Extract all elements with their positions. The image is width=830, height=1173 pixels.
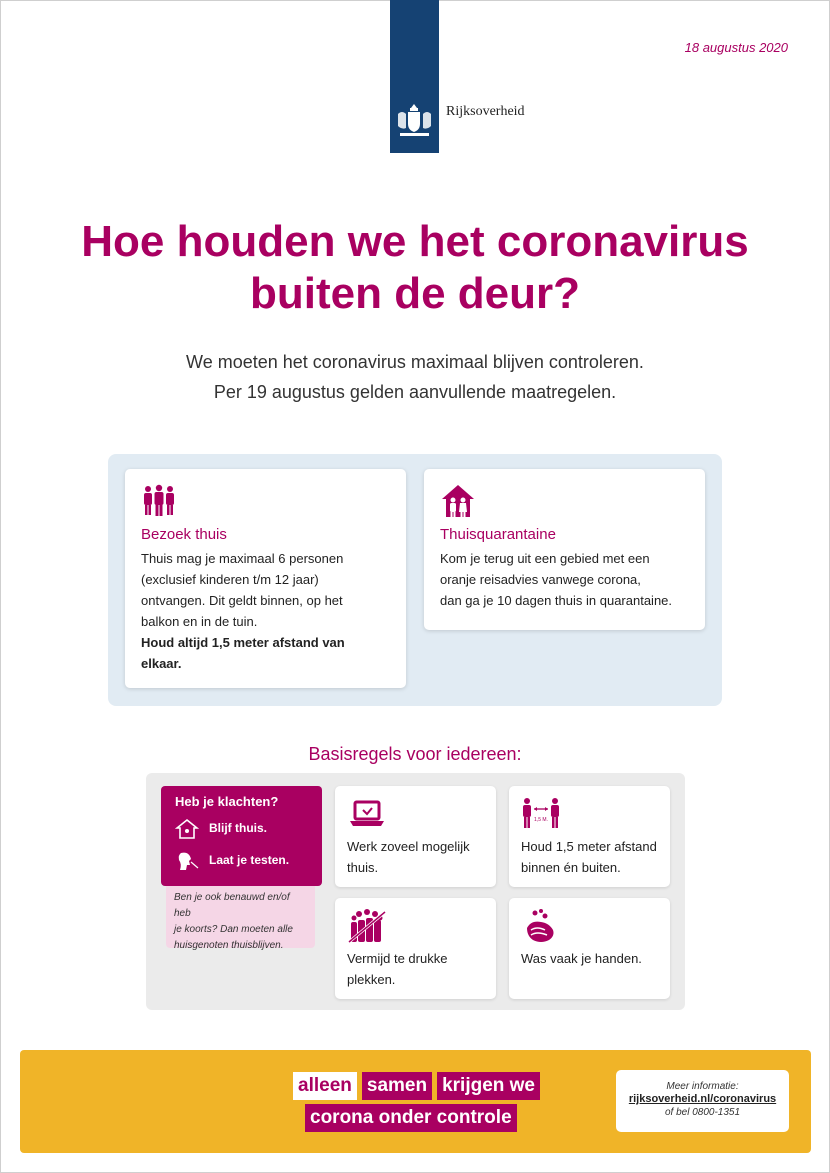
complaints-note (166, 886, 315, 951)
house-family-icon (440, 483, 476, 519)
complaints-box (161, 786, 322, 886)
crest-icon (392, 100, 437, 140)
complaints-title: Heb je klachten? (175, 794, 279, 809)
slogan-word-alleen: alleen (293, 1072, 357, 1100)
visit-line-3: ontvangen. Dit geldt binnen, op het (141, 593, 343, 608)
info-url-link[interactable]: rijksoverheid.nl/coronavirus (628, 1093, 777, 1105)
quarantine-line-2: oranje reisadvies vanwege corona, (440, 572, 641, 587)
info-box (616, 1070, 789, 1132)
people-group-icon (141, 483, 177, 519)
distance-line-1: Houd 1,5 meter afstand (521, 839, 657, 854)
work-home-text (347, 836, 492, 878)
crowds-text (347, 948, 492, 990)
hand-wash-icon (521, 908, 561, 944)
visit-text (141, 548, 396, 674)
visit-line-4: balkon en in de tuin. (141, 614, 258, 629)
brand-name: Rijksoverheid (446, 104, 525, 119)
crowd-icon (347, 908, 387, 944)
slogan-word-samen: samen (362, 1072, 432, 1100)
quarantine-line-3: dan ga je 10 dagen thuis in quarantaine. (440, 593, 673, 608)
distance-tile (509, 786, 670, 887)
distance-icon (521, 796, 561, 832)
stay-home-label: Blijf thuis. (209, 821, 267, 836)
work-home-line-2: thuis. (347, 860, 379, 875)
quarantine-title: Thuisquarantaine (440, 526, 556, 543)
slogan-word-krijgen: krijgen we (437, 1072, 540, 1100)
visit-line-2: (exclusief kinderen t/m 12 jaar) (141, 572, 319, 587)
complaints-note-1: Ben je ook benauwd en/of heb (174, 892, 290, 919)
page-title (40, 216, 790, 320)
crowds-tile (335, 898, 496, 999)
quarantine-line-1: Kom je terug uit een gebied met een (440, 551, 650, 566)
hands-line-1: Was vaak je handen. (521, 951, 642, 966)
distance-badge: 1,5 M. (534, 817, 548, 823)
laptop-icon (347, 796, 387, 832)
slogan-line-1 (293, 1072, 540, 1100)
slogan-line-2 (305, 1104, 517, 1132)
slogan-word-corona: corona onder controle (305, 1104, 517, 1132)
quarantine-text (440, 548, 695, 611)
hands-text (521, 948, 666, 969)
subtitle-line-2: Per 19 augustus gelden aanvullende maatregelen. (213, 382, 617, 402)
publication-date: 18 augustus 2020 (684, 40, 788, 55)
crowds-line-2: plekken. (347, 972, 396, 987)
visit-title: Bezoek thuis (141, 526, 227, 543)
visit-line-1: Thuis mag je maximaal 6 personen (141, 551, 344, 566)
info-phone: of bel 0800-1351 (664, 1107, 741, 1118)
work-home-line-1: Werk zoveel mogelijk (347, 839, 470, 854)
distance-text (521, 836, 666, 878)
stay-home-row (175, 818, 267, 840)
info-label: Meer informatie: (666, 1081, 739, 1092)
title-line-1: Hoe houden we het coronavirus (81, 217, 749, 266)
visit-bold-1: Houd altijd 1,5 meter afstand van (141, 635, 345, 650)
title-line-2: buiten de deur? (250, 269, 580, 318)
basic-rules-title: Basisregels voor iedereen: (308, 744, 522, 764)
quarantine-card (424, 469, 705, 630)
complaints-note-3: huisgenoten thuisblijven. (174, 940, 284, 951)
hands-tile (509, 898, 670, 999)
test-swab-icon (175, 850, 199, 872)
get-tested-row (175, 850, 289, 872)
home-icon (175, 818, 199, 840)
work-home-tile (335, 786, 496, 887)
visit-bold-2: elkaar. (141, 656, 182, 671)
subtitle (40, 347, 790, 407)
distance-line-2: binnen én buiten. (521, 860, 621, 875)
crowds-line-1: Vermijd te drukke (347, 951, 448, 966)
visit-card (125, 469, 406, 688)
get-tested-label: Laat je testen. (209, 853, 290, 868)
subtitle-line-1: We moeten het coronavirus maximaal blijven controleren. (186, 352, 644, 372)
complaints-note-2: je koorts? Dan moeten alle (174, 924, 293, 935)
